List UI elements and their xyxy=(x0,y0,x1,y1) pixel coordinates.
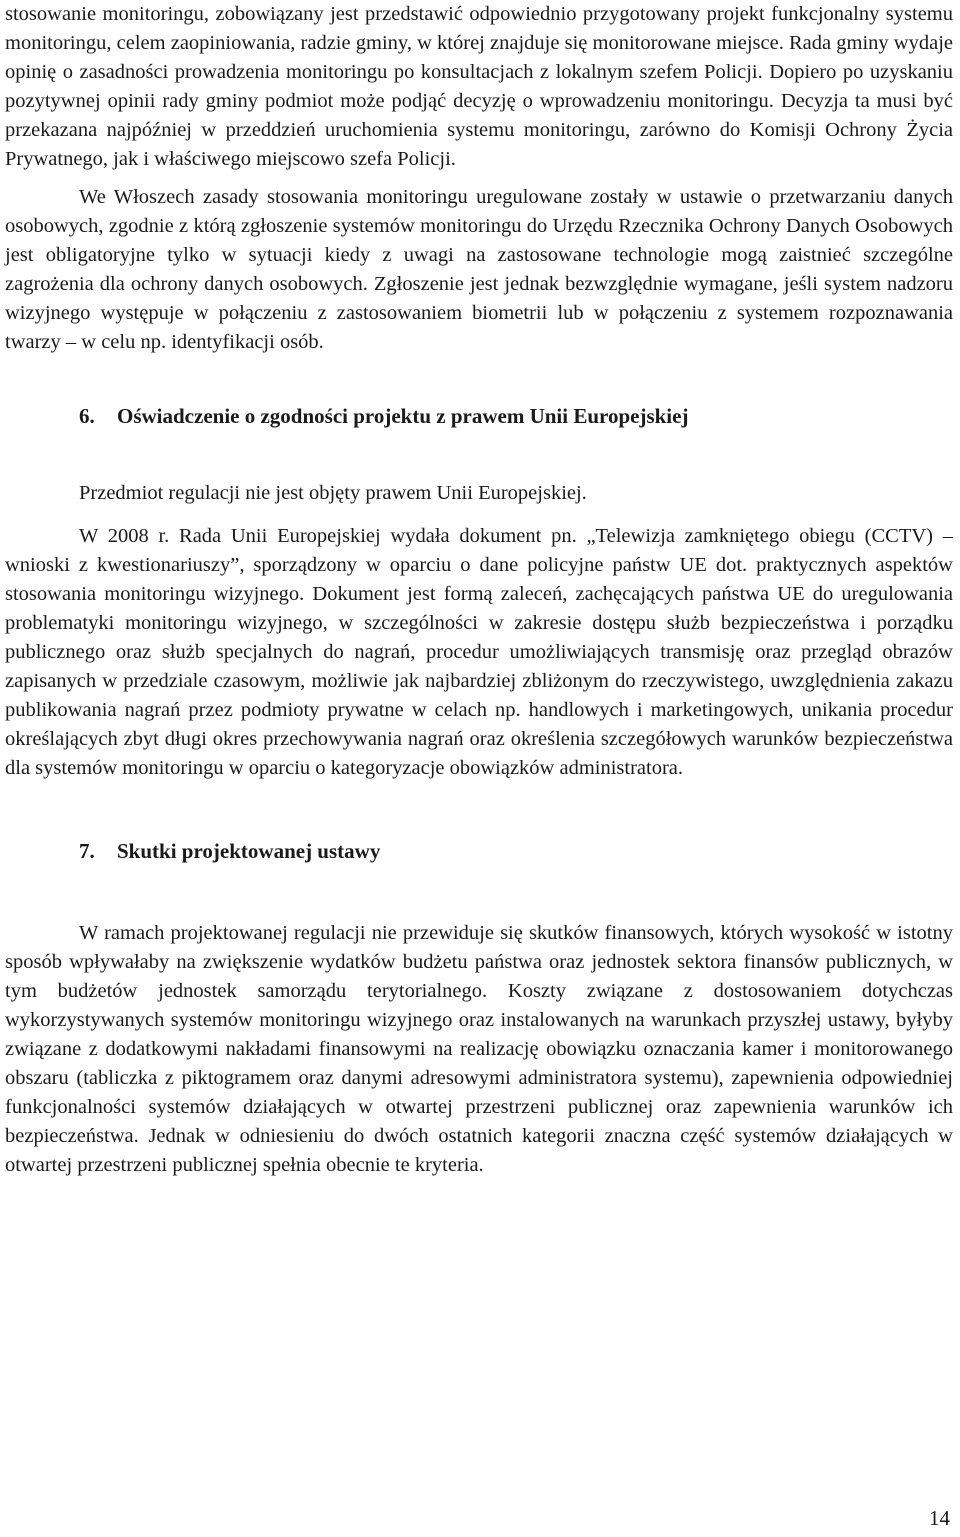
paragraph-italy: We Włoszech zasady stosowania monitoringu uregulowane zostały w ustawie o przetwarzaniu danych osobowych, zgodnie z którą zgłoszenie systemów monitoringu do Urzędu Rzecznika Ochrony Danych Osobowych jest obligatoryjne tylko w sytuacji kiedy z uwagi na zastosowane technologie mogą zaistnieć szczególne zagrożenia dla ochrony danych osobowych. Zgłoszenie jest jednak bezwzględnie wymagane, jeśli system nadzoru wizyjnego występuje w połączeniu z zastosowaniem biometrii lub w połączeniu z systemem rozpoznawania twarzy – w celu np. identyfikacji osób. xyxy=(5,186,953,353)
paragraph-effects: W ramach projektowanej regulacji nie przewiduje się skutków finansowych, których wysokość w istotny sposób wpływałaby na zwiększenie wydatków budżetu państwa oraz jednostek sektora finansów publicznych, w tym budżetów jednostek samorządu terytorialnego. Koszty związane z dostosowaniem dotychczas wykorzystywanych systemów monitoringu wizyjnego oraz instalowanych na warunkach przyszłej ustawy, byłyby związane z dodatkowymi nakładami finansowymi na realizację obowiązku oznaczania kamer i monitorowanego obszaru (tabliczka z piktogramem oraz danymi adresowymi administratora systemu), zapewnienia odpowiedniej funkcjonalności systemów działających w otwartej przestrzeni publicznej oraz zapewnienia warunków ich bezpieczeństwa. Jednak w odniesieniu do dwóch ostatnich kategorii znaczna część systemów działających w otwartej przestrzeni publicznej spełnia obecnie te kryteria. xyxy=(5,922,953,1176)
paragraph-eu-council: W 2008 r. Rada Unii Europejskiej wydała dokument pn. „Telewizja zamkniętego obiegu (CCTV) – wnioski z kwestionariuszy”, sporządzony w oparciu o dane policyjne państw UE dot. praktycznych aspektów stosowania monitoringu wizyjnego. Dokument jest formą zaleceń, zachęcających państwa UE do uregulowania problematyki monitoringu wizyjnego, w szczególności w zakresie dostępu służb bezpieczeństwa i porządku publicznego oraz służb specjalnych do nagrań, procedur umożliwiających transmisję oraz przegląd obrazów zapisanych w przedziale czasowym, możliwie jak najbardziej zbliżonym do rzeczywistego, uwzględnienia zakazu publikowania nagrań przez podmioty prywatne w celach np. handlowych i marketingowych, unikania procedur określających zbyt długi okres przechowywania nagrań oraz określenia szczegółowych warunków bezpieczeństwa dla systemów monitoringu w oparciu o kategoryzacje obowiązków administratora. xyxy=(5,525,953,779)
section-heading-6 xyxy=(5,401,953,431)
page-number: 14 xyxy=(929,1506,950,1530)
section-title: Oświadczenie o zgodności projektu z prawem Unii Europejskiej xyxy=(117,404,689,428)
document-page xyxy=(5,0,953,1180)
section-heading-7 xyxy=(5,836,953,866)
section-title: Skutki projektowanej ustawy xyxy=(117,839,381,863)
paragraph-monitoring-decision: stosowanie monitoringu, zobowiązany jest przedstawić odpowiednio przygotowany projekt funkcjonalny systemu monitoringu, celem zaopiniowania, radzie gminy, w której znajduje się monitorowane miejsce. Rada gminy wydaje opinię o zasadności prowadzenia monitoringu po konsultacjach z lokalnym szefem Policji. Dopiero po uzyskaniu pozytywnej opinii rady gminy podmiot może podjąć decyzję o wprowadzeniu monitoringu. Decyzja ta musi być przekazana najpóźniej w przeddzień uruchomienia systemu monitoringu, zarówno do Komisji Ochrony Życia Prywatnego, jak i właściwego miejscowo szefa Policji. xyxy=(5,3,953,170)
paragraph-eu-scope: Przedmiot regulacji nie jest objęty prawem Unii Europejskiej. xyxy=(79,482,587,504)
section-number: 6. xyxy=(79,404,95,428)
section-number: 7. xyxy=(79,839,95,863)
